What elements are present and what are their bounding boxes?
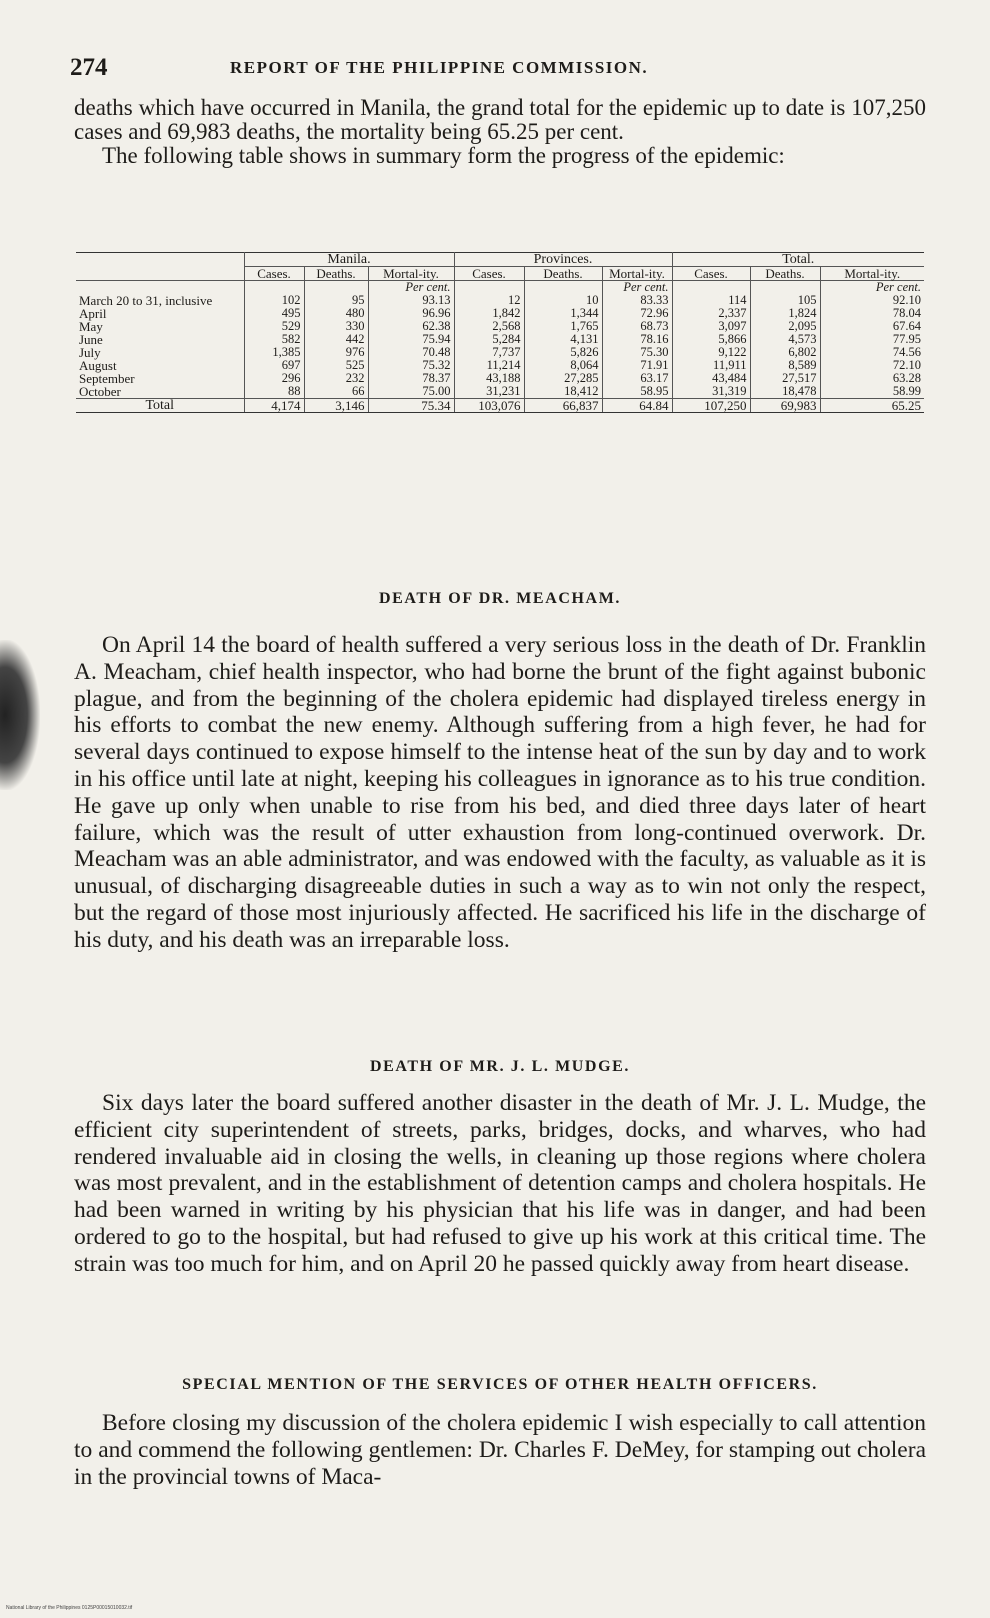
running-head: REPORT OF THE PHILIPPINE COMMISSION.	[230, 58, 649, 77]
cell: 96.96	[368, 307, 454, 320]
per-cent-row	[76, 281, 924, 295]
per-cent-label: Per cent.	[368, 281, 454, 295]
row-label: March 20 to 31, inclusive	[79, 293, 213, 308]
cell: 2,568	[454, 320, 524, 333]
subheader-deaths: Deaths.	[750, 267, 820, 281]
cell: 78.37	[368, 372, 454, 385]
cell: 8,064	[524, 359, 602, 372]
cell: 1,842	[454, 307, 524, 320]
cell: 5,284	[454, 333, 524, 346]
cell: 495	[244, 307, 304, 320]
section-text-meacham	[74, 632, 926, 954]
cell: 64.84	[602, 399, 672, 413]
row-label: August	[79, 358, 117, 373]
cell: 66	[304, 385, 368, 399]
cell: 72.10	[820, 359, 924, 372]
section-heading-meacham: DEATH OF DR. MEACHAM.	[378, 590, 622, 607]
paragraph: Six days later the board suffered another disaster in the death of Mr. J. L. Mudge, the efficient city superintendent of streets, parks, bridges, docks, and wharves, who had rendered invaluable aid in closing the wells, in cleaning up those regions where cholera was most prevalent, and in the establishment of detention camps and cholera hospitals. He had been warned in writing by his physician that his life was in danger, and had been ordered to go to the hospital, but had refused to give up his work at this critical time. The strain was too much for him, and on April 20 he passed quickly away from heart disease.	[74, 1090, 926, 1277]
cell: 4,174	[244, 399, 304, 413]
cell: 8,589	[750, 359, 820, 372]
cell: 1,344	[524, 307, 602, 320]
row-label: June	[79, 332, 103, 347]
cell: 480	[304, 307, 368, 320]
cell: 63.17	[602, 372, 672, 385]
table-subheader-row	[76, 267, 924, 281]
total-label: Total	[76, 399, 244, 413]
cell: 4,131	[524, 333, 602, 346]
cell: 75.30	[602, 346, 672, 359]
row-label: July	[79, 345, 101, 360]
cell: 2,337	[672, 307, 750, 320]
cell: 4,573	[750, 333, 820, 346]
cell: 68.73	[602, 320, 672, 333]
page-number: 274	[70, 54, 108, 81]
cell: 92.10	[820, 294, 924, 307]
table-total-row	[76, 399, 924, 413]
cell: 27,285	[524, 372, 602, 385]
cell: 27,517	[750, 372, 820, 385]
summary-table-wrap	[76, 252, 924, 413]
cell: 72.96	[602, 307, 672, 320]
cell: 31,231	[454, 385, 524, 399]
cell: 11,214	[454, 359, 524, 372]
section-heading-special-mention: SPECIAL MENTION OF THE SERVICES OF OTHER HEALTH OFFICERS.	[182, 1376, 818, 1393]
cell: 105	[750, 294, 820, 307]
cell: 70.48	[368, 346, 454, 359]
cell: 1,765	[524, 320, 602, 333]
cell: 71.91	[602, 359, 672, 372]
cell: 442	[304, 333, 368, 346]
cell: 65.25	[820, 399, 924, 413]
subheader-cases: Cases.	[244, 267, 304, 281]
cell: 62.38	[368, 320, 454, 333]
cell: 3,146	[304, 399, 368, 413]
table-stub-subheader	[76, 267, 244, 281]
row-label: April	[79, 306, 107, 321]
cell: 7,737	[454, 346, 524, 359]
cell: 58.99	[820, 385, 924, 399]
paragraph: On April 14 the board of health suffered a very serious loss in the death of Dr. Franklin A. Meacham, chief health inspector, who had borne the brunt of the fight against bubonic plague, and from the beginning of the cholera epidemic had displayed tireless energy in his efforts to combat the new enemy. Although suffering from a high fever, he had for several days continued to expose himself to the intense heat of the sun by day and to work in his office until late at night, keeping his colleagues in ignorance as to his true condition. He gave up only when unable to rise from his bed, and died three days later of heart failure, which was the result of utter exhaustion from long-continued overwork. Dr. Meacham was an able administrator, and was endowed with the faculty, as valuable as it is unusual, of discharging disagreeable duties in such a way as to win not only the respect, but the regard of those most injuriously affected. He sacrificed his life in the discharge of his duty, and his death was an irreparable loss.	[74, 632, 926, 953]
row-label: October	[79, 384, 121, 399]
subheader-deaths: Deaths.	[524, 267, 602, 281]
cell: 6,802	[750, 346, 820, 359]
per-cent-label: Per cent.	[602, 281, 672, 295]
cell: 18,478	[750, 385, 820, 399]
cell: 66,837	[524, 399, 602, 413]
cell: 43,484	[672, 372, 750, 385]
cell: 67.64	[820, 320, 924, 333]
cell: 103,076	[454, 399, 524, 413]
table-group-header-row	[76, 253, 924, 267]
cell: 83.33	[602, 294, 672, 307]
cell: 12	[454, 294, 524, 307]
subheader-mortality: Mortal-ity.	[602, 267, 672, 281]
cell: 107,250	[672, 399, 750, 413]
cell: 58.95	[602, 385, 672, 399]
table-row	[76, 385, 924, 399]
cell: 63.28	[820, 372, 924, 385]
cell: 5,826	[524, 346, 602, 359]
subheader-mortality: Mortal-ity.	[820, 267, 924, 281]
cell: 525	[304, 359, 368, 372]
group-header-provinces: Provinces.	[454, 253, 672, 267]
cell: 95	[304, 294, 368, 307]
cell: 232	[304, 372, 368, 385]
cell: 11,911	[672, 359, 750, 372]
subheader-deaths: Deaths.	[304, 267, 368, 281]
cell: 1,824	[750, 307, 820, 320]
cell: 78.04	[820, 307, 924, 320]
epidemic-summary-table	[76, 252, 924, 413]
row-label: September	[79, 371, 135, 386]
cell: 114	[672, 294, 750, 307]
group-header-total: Total.	[672, 253, 924, 267]
cell: 74.56	[820, 346, 924, 359]
cell: 976	[304, 346, 368, 359]
cell: 43,188	[454, 372, 524, 385]
cell: 9,122	[672, 346, 750, 359]
cell: 1,385	[244, 346, 304, 359]
cell: 296	[244, 372, 304, 385]
subheader-cases: Cases.	[672, 267, 750, 281]
cell: 77.95	[820, 333, 924, 346]
cell: 75.94	[368, 333, 454, 346]
subheader-mortality: Mortal-ity.	[368, 267, 454, 281]
cell: 75.32	[368, 359, 454, 372]
subheader-cases: Cases.	[454, 267, 524, 281]
section-text-mudge	[74, 1090, 926, 1278]
cell: 31,319	[672, 385, 750, 399]
cell: 582	[244, 333, 304, 346]
cell: 93.13	[368, 294, 454, 307]
cell: 529	[244, 320, 304, 333]
cell: 75.00	[368, 385, 454, 399]
row-label: May	[79, 319, 103, 334]
cell: 75.34	[368, 399, 454, 413]
table-stub-header	[76, 253, 244, 267]
cell: 5,866	[672, 333, 750, 346]
cell: 330	[304, 320, 368, 333]
scan-source-line: National Library of the Philippines 0125P00015010032.tif	[6, 1605, 133, 1611]
cell: 78.16	[602, 333, 672, 346]
cell: 697	[244, 359, 304, 372]
binding-shadow	[0, 640, 40, 790]
page-header	[70, 54, 930, 84]
section-text-special-mention	[74, 1410, 926, 1490]
group-header-manila: Manila.	[244, 253, 454, 267]
section-heading-mudge: DEATH OF MR. J. L. MUDGE.	[370, 1058, 630, 1075]
cell: 3,097	[672, 320, 750, 333]
cell: 10	[524, 294, 602, 307]
per-cent-label: Per cent.	[820, 281, 924, 295]
intro-paragraph: deaths which have occurred in Manila, the grand total for the epidemic up to date is 107,250 cases and 69,983 deaths, the mortality being 65.25 per cent.	[74, 95, 926, 144]
cell: 88	[244, 385, 304, 399]
cell: 102	[244, 294, 304, 307]
intro-text	[74, 96, 926, 168]
intro-paragraph: The following table shows in summary form the progress of the epidemic:	[102, 143, 785, 168]
cell: 2,095	[750, 320, 820, 333]
paragraph: Before closing my discussion of the cholera epidemic I wish especially to call attention to and commend the following gentlemen: Dr. Charles F. DeMey, for stamping out cholera in the provincial towns of Maca-	[74, 1410, 926, 1490]
cell: 69,983	[750, 399, 820, 413]
cell: 18,412	[524, 385, 602, 399]
